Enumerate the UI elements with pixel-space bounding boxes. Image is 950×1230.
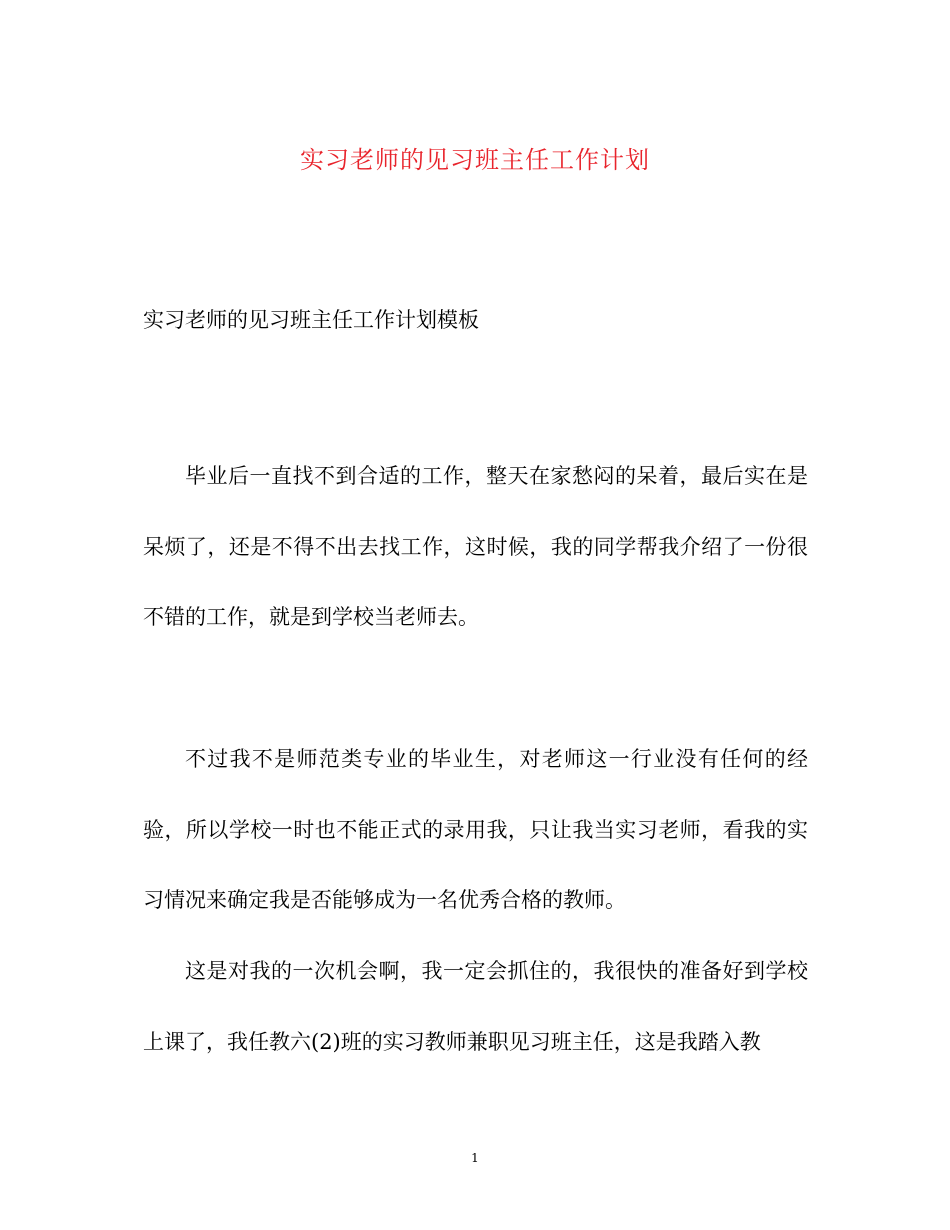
paragraph-3: 这是对我的一次机会啊，我一定会抓住的，我很快的准备好到学校上课了，我任教六(2)班的实习教师兼职见习班主任，这是我踏入教 [143, 959, 808, 1054]
page-number: 1 [471, 1151, 479, 1165]
document-subtitle: 实习老师的见习班主任工作计划模板 [143, 308, 479, 332]
paragraph-2: 不过我不是师范类专业的毕业生，对老师这一行业没有任何的经验，所以学校一时也不能正式的录用我，只让我当实习老师，看我的实习情况来确定我是否能够成为一名优秀合格的教师。 [143, 747, 808, 912]
document-title: 实习老师的见习班主任工作计划 [300, 146, 650, 174]
paragraph-1: 毕业后一直找不到合适的工作，整天在家愁闷的呆着，最后实在是呆烦了，还是不得不出去找工作，这时候，我的同学帮我介绍了一份很不错的工作，就是到学校当老师去。 [143, 464, 808, 629]
